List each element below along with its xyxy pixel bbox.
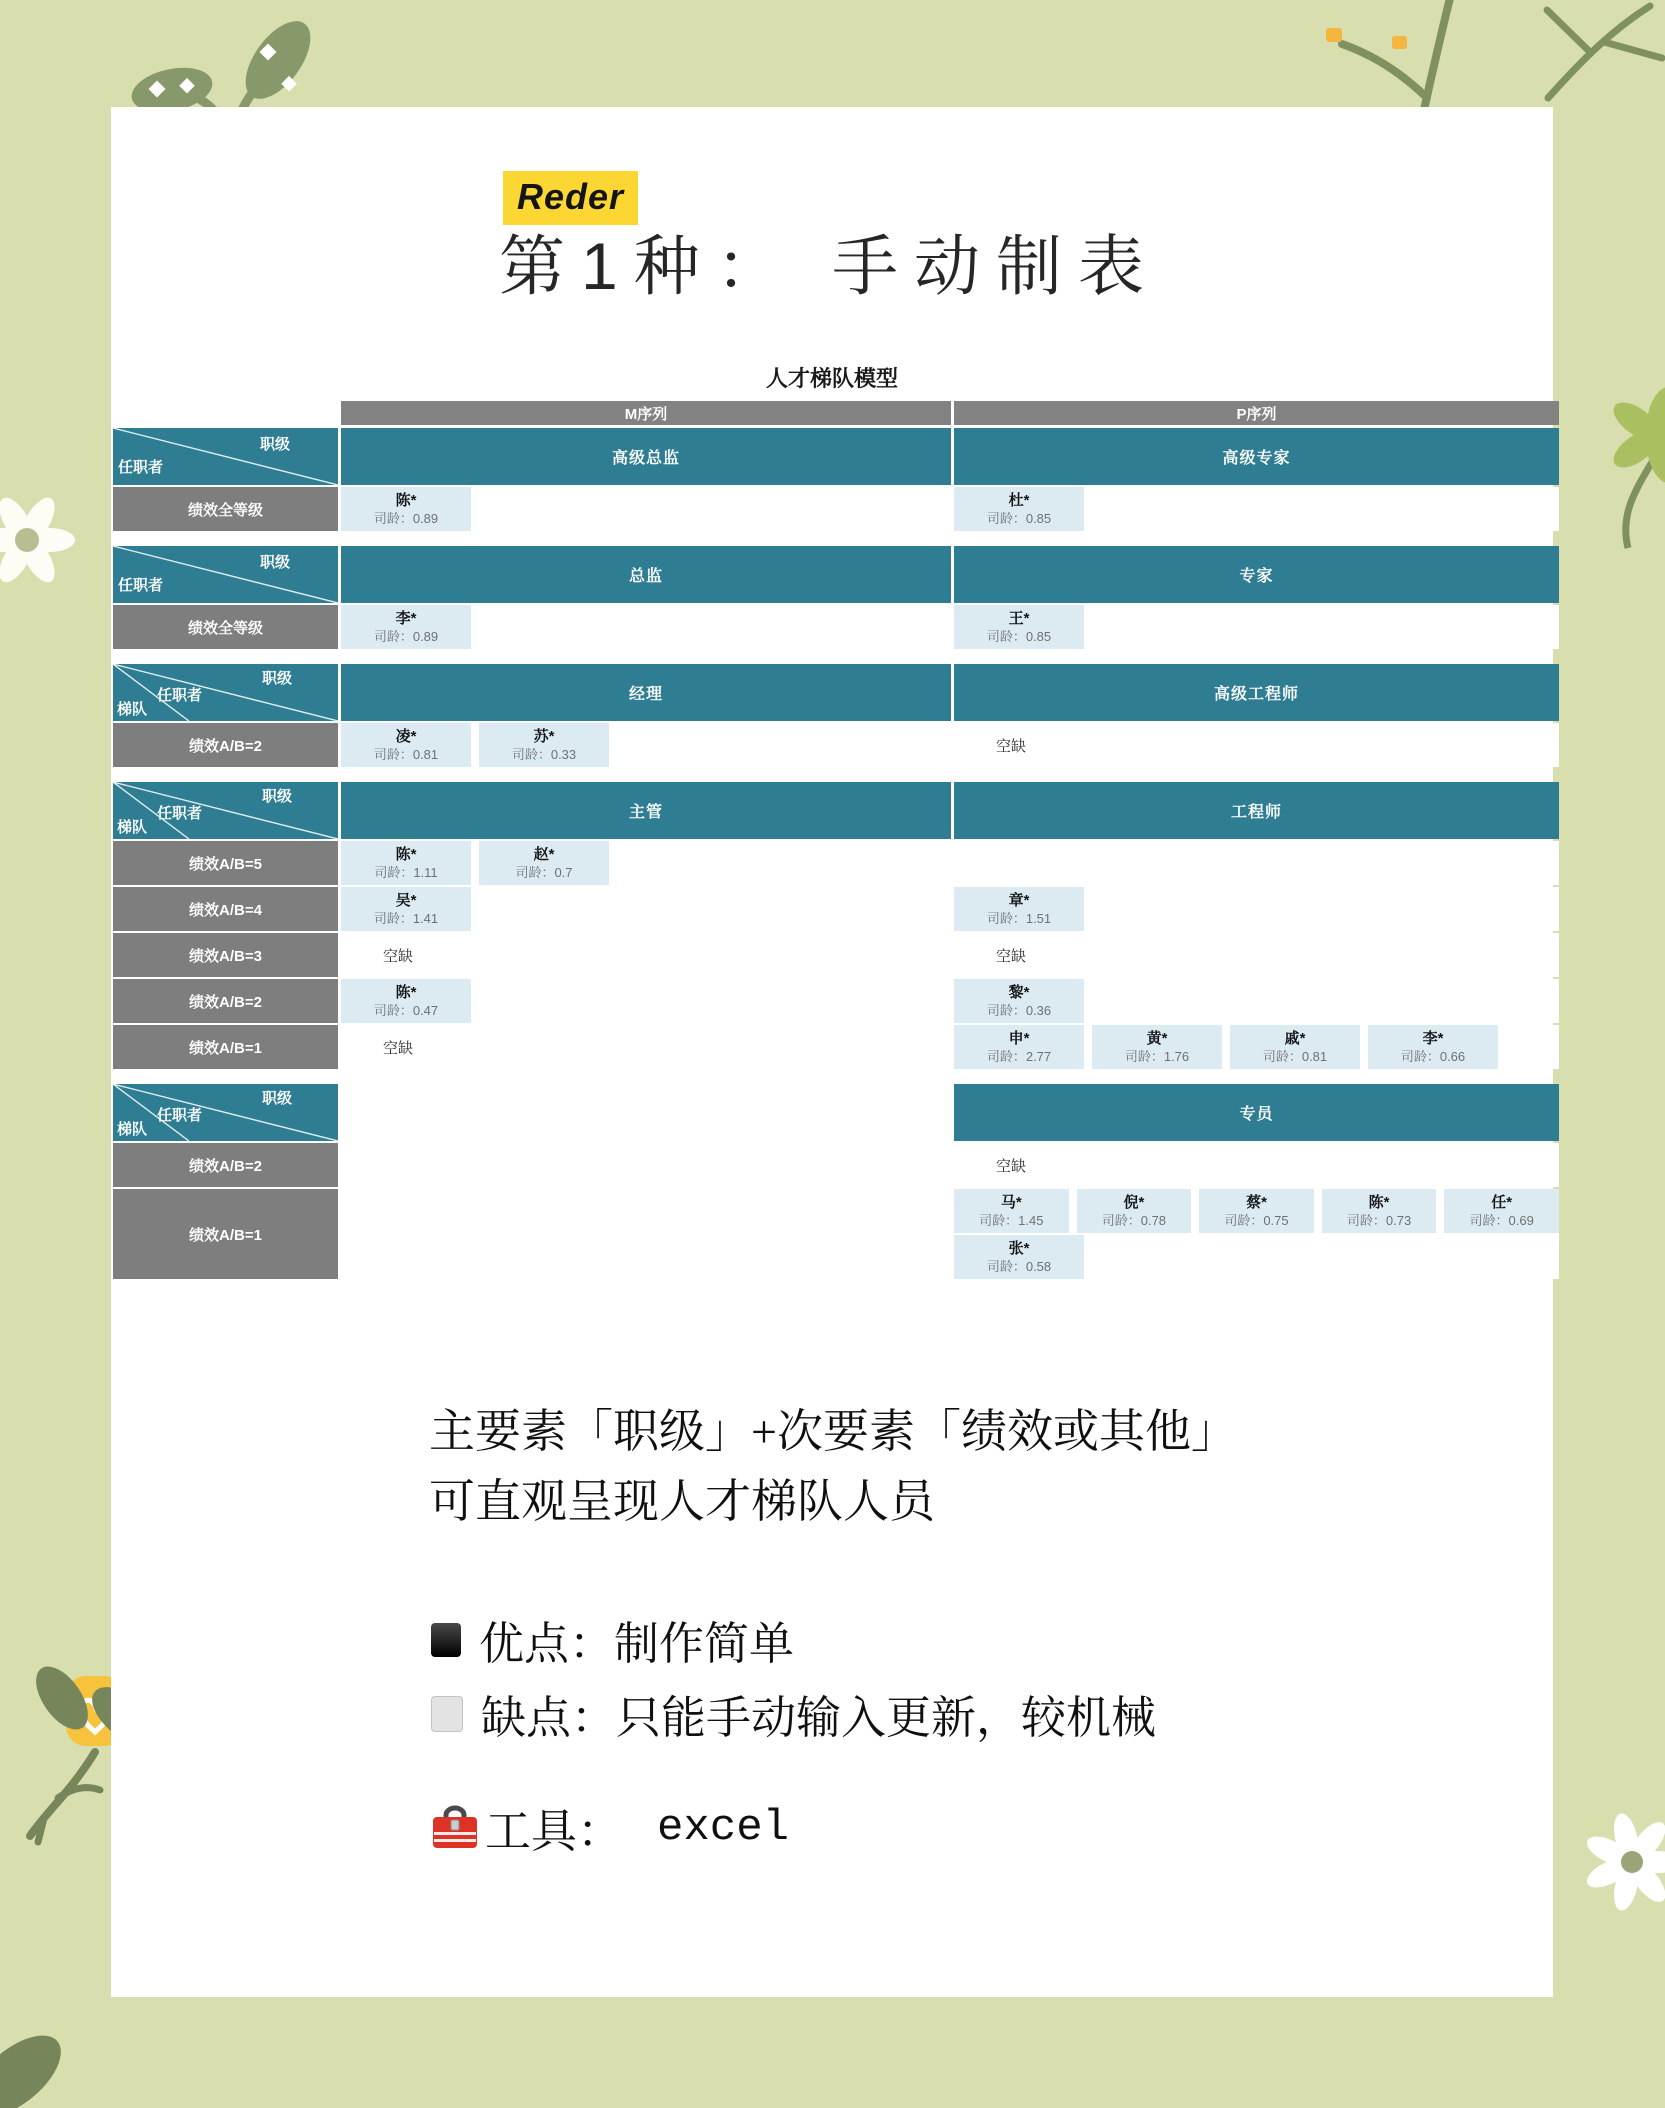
level-title-row xyxy=(113,546,1553,603)
perf-label-cell: 绩效A/B=2 xyxy=(113,1143,338,1187)
tool-label: 工具： xyxy=(485,1806,623,1857)
talent-box-line xyxy=(341,605,951,649)
vacant-text: 空缺 xyxy=(996,947,1027,965)
tool-line xyxy=(431,1795,789,1861)
vacant-text: 空缺 xyxy=(383,1039,414,1057)
series-header-p: P序列 xyxy=(954,401,1559,425)
perf-row xyxy=(113,841,1553,885)
black-square-bullet-icon xyxy=(431,1623,461,1657)
perf-label-cell: 绩效A/B=5 xyxy=(113,841,338,885)
talent-box-line xyxy=(954,605,1559,649)
vacant-text: 空缺 xyxy=(383,947,414,965)
perf-row xyxy=(113,887,1553,931)
talent-cell xyxy=(954,979,1559,1023)
talent-tenure: 司龄：0.81 xyxy=(1262,1049,1328,1064)
talent-name: 戚* xyxy=(1284,1030,1306,1047)
talent-name: 倪* xyxy=(1123,1194,1145,1211)
perf-row xyxy=(113,1143,1553,1187)
talent-cell xyxy=(341,1143,951,1187)
talent-box-line xyxy=(341,841,951,885)
corner-twig-icon xyxy=(1547,6,1662,98)
talent-box xyxy=(954,887,1084,931)
table-block xyxy=(113,401,1553,531)
talent-tenure: 司龄：0.89 xyxy=(373,511,439,526)
table-block xyxy=(113,664,1553,767)
talent-cell xyxy=(341,1189,951,1279)
level-title-p: 专家 xyxy=(954,546,1559,603)
talent-tenure: 司龄：1.76 xyxy=(1124,1049,1190,1064)
vacant-text: 空缺 xyxy=(996,737,1027,755)
level-title-row xyxy=(113,428,1553,485)
talent-box xyxy=(1199,1189,1314,1233)
talent-tenure: 司龄：0.33 xyxy=(511,747,577,762)
talent-cell xyxy=(954,1143,1559,1187)
talent-tenure: 司龄：1.51 xyxy=(986,911,1052,926)
talent-name: 杜* xyxy=(1008,492,1030,509)
series-header-m: M序列 xyxy=(341,401,951,425)
perf-row xyxy=(113,723,1553,767)
talent-box xyxy=(954,1025,1084,1069)
perf-label-cell: 绩效A/B=2 xyxy=(113,979,338,1023)
talent-box-line xyxy=(954,841,1559,885)
talent-box xyxy=(954,1235,1084,1279)
diagonal-label: 梯队 xyxy=(117,701,148,718)
diagonal-label: 职级 xyxy=(259,436,290,453)
talent-box xyxy=(479,723,609,767)
talent-cell xyxy=(341,1025,951,1069)
cons-text: 缺点：只能手动输入更新，较机械 xyxy=(481,1693,1157,1743)
series-header-spacer xyxy=(113,401,338,425)
talent-box-line xyxy=(341,887,951,931)
talent-tenure: 司龄：2.77 xyxy=(986,1049,1052,1064)
level-title-row xyxy=(113,1084,1553,1141)
right-flower-icon xyxy=(1607,383,1665,548)
talent-name: 凌* xyxy=(395,728,417,745)
talent-box xyxy=(954,605,1084,649)
perf-label-cell: 绩效全等级 xyxy=(113,605,338,649)
talent-tenure: 司龄：0.85 xyxy=(986,511,1052,526)
talent-cell xyxy=(954,887,1559,931)
talent-tenure: 司龄：0.78 xyxy=(1101,1213,1167,1228)
talent-table xyxy=(113,401,1553,1294)
diagonal-label: 任职者 xyxy=(157,687,203,704)
talent-tenure: 司龄：0.89 xyxy=(373,629,439,644)
talent-name: 陈* xyxy=(395,846,417,863)
talent-cell xyxy=(954,487,1559,531)
talent-box xyxy=(1092,1025,1222,1069)
talent-tenure: 司龄：0.69 xyxy=(1469,1213,1534,1228)
level-title-m: 主管 xyxy=(341,782,951,839)
talent-tenure: 司龄：0.66 xyxy=(1400,1049,1466,1064)
perf-label-cell: 绩效A/B=2 xyxy=(113,723,338,767)
talent-box xyxy=(341,841,471,885)
talent-cell xyxy=(341,841,951,885)
talent-box xyxy=(341,605,471,649)
diagonal-label: 任职者 xyxy=(118,459,164,476)
diagonal-header-cell xyxy=(113,428,338,485)
level-title-p: 高级工程师 xyxy=(954,664,1559,721)
talent-box-line xyxy=(341,1189,951,1279)
content-card xyxy=(111,107,1553,1997)
talent-tenure: 司龄：0.47 xyxy=(373,1003,439,1018)
talent-name: 苏* xyxy=(533,728,555,745)
perf-row xyxy=(113,1025,1553,1069)
talent-cell xyxy=(954,1025,1559,1069)
diagonal-label: 任职者 xyxy=(118,577,164,594)
diagonal-label: 任职者 xyxy=(157,805,203,822)
diagonal-label: 梯队 xyxy=(117,819,148,836)
table-caption: 人才梯队模型 xyxy=(765,366,898,391)
talent-box-line xyxy=(341,723,951,767)
diagonal-header-cell xyxy=(113,664,338,721)
perf-label-cell: 绩效A/B=1 xyxy=(113,1025,338,1069)
talent-box-line xyxy=(954,1235,1559,1279)
summary-line-2: 可直观呈现人才梯队人员 xyxy=(429,1476,935,1527)
talent-name: 陈* xyxy=(395,492,417,509)
talent-box xyxy=(1322,1189,1437,1233)
diagonal-label: 职级 xyxy=(261,1090,292,1107)
level-title-p: 高级专家 xyxy=(954,428,1559,485)
page-title: 第1种： 手动制表 xyxy=(499,229,1161,303)
perf-label-cell: 绩效A/B=4 xyxy=(113,887,338,931)
level-title-m: 总监 xyxy=(341,546,951,603)
level-title-p: 专员 xyxy=(954,1084,1559,1141)
perf-label-cell: 绩效A/B=3 xyxy=(113,933,338,977)
twig-bud-icon xyxy=(1326,28,1342,42)
diagonal-label: 任职者 xyxy=(157,1107,203,1124)
talent-tenure: 司龄：1.45 xyxy=(979,1213,1044,1228)
talent-box-line xyxy=(954,1189,1559,1233)
talent-tenure: 司龄：0.7 xyxy=(515,865,573,880)
talent-tenure: 司龄：1.41 xyxy=(373,911,439,926)
talent-box xyxy=(1444,1189,1559,1233)
talent-tenure: 司龄：0.85 xyxy=(986,629,1052,644)
talent-name: 李* xyxy=(395,610,417,627)
talent-box-line xyxy=(954,979,1559,1023)
left-daisy-icon xyxy=(0,492,75,587)
talent-box-line xyxy=(954,1025,1559,1069)
perf-row xyxy=(113,933,1553,977)
cons-line xyxy=(431,1681,1156,1746)
talent-cell xyxy=(954,1189,1559,1279)
talent-box-line xyxy=(954,887,1559,931)
talent-box-line xyxy=(954,487,1559,531)
twig-bud-icon xyxy=(1392,36,1407,49)
level-title-m xyxy=(341,1084,951,1141)
talent-box-line xyxy=(341,1143,951,1187)
talent-name: 陈* xyxy=(1368,1194,1390,1211)
talent-name: 章* xyxy=(1008,892,1030,909)
table-block xyxy=(113,782,1553,1069)
perf-row xyxy=(113,487,1553,531)
talent-cell xyxy=(954,933,1559,977)
gray-square-bullet-icon xyxy=(431,1696,463,1732)
talent-cell xyxy=(954,605,1559,649)
diagonal-label: 职级 xyxy=(261,670,292,687)
talent-cell xyxy=(954,841,1559,885)
talent-cell xyxy=(341,933,951,977)
level-title-m: 经理 xyxy=(341,664,951,721)
level-title-p: 工程师 xyxy=(954,782,1559,839)
talent-name: 赵* xyxy=(533,846,555,863)
talent-box xyxy=(954,979,1084,1023)
talent-cell xyxy=(341,605,951,649)
talent-tenure: 司龄：0.75 xyxy=(1224,1213,1289,1228)
level-title-row xyxy=(113,782,1553,839)
pros-text: 优点：制作简单 xyxy=(479,1619,795,1669)
talent-name: 李* xyxy=(1422,1030,1444,1047)
level-title-row xyxy=(113,664,1553,721)
corner-leaf-icon xyxy=(0,2021,75,2108)
table-block xyxy=(113,546,1553,649)
diagonal-label: 职级 xyxy=(259,554,290,571)
diagonal-header-cell xyxy=(113,1084,338,1141)
perf-row xyxy=(113,1189,1553,1279)
brand-badge: Reder xyxy=(503,171,638,225)
perf-row xyxy=(113,979,1553,1023)
talent-name: 张* xyxy=(1008,1240,1030,1257)
talent-cell xyxy=(341,979,951,1023)
diagonal-header-cell xyxy=(113,782,338,839)
talent-name: 申* xyxy=(1008,1030,1030,1047)
talent-tenure: 司龄：0.73 xyxy=(1346,1213,1412,1228)
talent-name: 黎* xyxy=(1008,984,1030,1001)
talent-box xyxy=(1230,1025,1360,1069)
series-header-row xyxy=(113,401,1553,425)
bottom-daisy-icon xyxy=(1583,1811,1665,1913)
level-title-m: 高级总监 xyxy=(341,428,951,485)
diagonal-label: 梯队 xyxy=(117,1121,148,1138)
talent-box xyxy=(479,841,609,885)
talent-cell xyxy=(341,487,951,531)
talent-cell xyxy=(341,887,951,931)
talent-box xyxy=(341,979,471,1023)
talent-box xyxy=(954,487,1084,531)
toolbox-icon xyxy=(431,1805,479,1851)
summary-line-1: 主要素「职级」+次要素「绩效或其他」 xyxy=(429,1406,1237,1457)
talent-box xyxy=(341,887,471,931)
talent-name: 王* xyxy=(1008,610,1030,627)
diagonal-label: 职级 xyxy=(261,788,292,805)
talent-box-line xyxy=(341,979,951,1023)
talent-box-line xyxy=(341,487,951,531)
talent-name: 蔡* xyxy=(1246,1194,1267,1211)
talent-box xyxy=(954,1189,1069,1233)
talent-name: 马* xyxy=(1000,1194,1022,1211)
table-block xyxy=(113,1084,1553,1279)
talent-cell xyxy=(341,723,951,767)
tool-value: excel xyxy=(657,1803,790,1853)
talent-tenure: 司龄：1.11 xyxy=(374,865,438,880)
talent-name: 任* xyxy=(1491,1194,1513,1211)
talent-name: 吴* xyxy=(395,892,417,909)
vacant-text: 空缺 xyxy=(996,1157,1027,1175)
talent-tenure: 司龄：0.81 xyxy=(373,747,439,762)
summary-paragraph xyxy=(429,1397,1237,1537)
talent-tenure: 司龄：0.36 xyxy=(986,1003,1052,1018)
talent-tenure: 司龄：0.58 xyxy=(986,1259,1052,1274)
perf-label-cell: 绩效A/B=1 xyxy=(113,1189,338,1279)
talent-box xyxy=(341,487,471,531)
talent-cell xyxy=(954,723,1559,767)
talent-box xyxy=(341,723,471,767)
perf-row xyxy=(113,605,1553,649)
diagonal-header-cell xyxy=(113,546,338,603)
talent-name: 黄* xyxy=(1146,1030,1168,1047)
perf-label-cell: 绩效全等级 xyxy=(113,487,338,531)
talent-name: 陈* xyxy=(395,984,417,1001)
talent-box xyxy=(1077,1189,1192,1233)
pros-line xyxy=(431,1607,794,1672)
talent-box xyxy=(1368,1025,1498,1069)
